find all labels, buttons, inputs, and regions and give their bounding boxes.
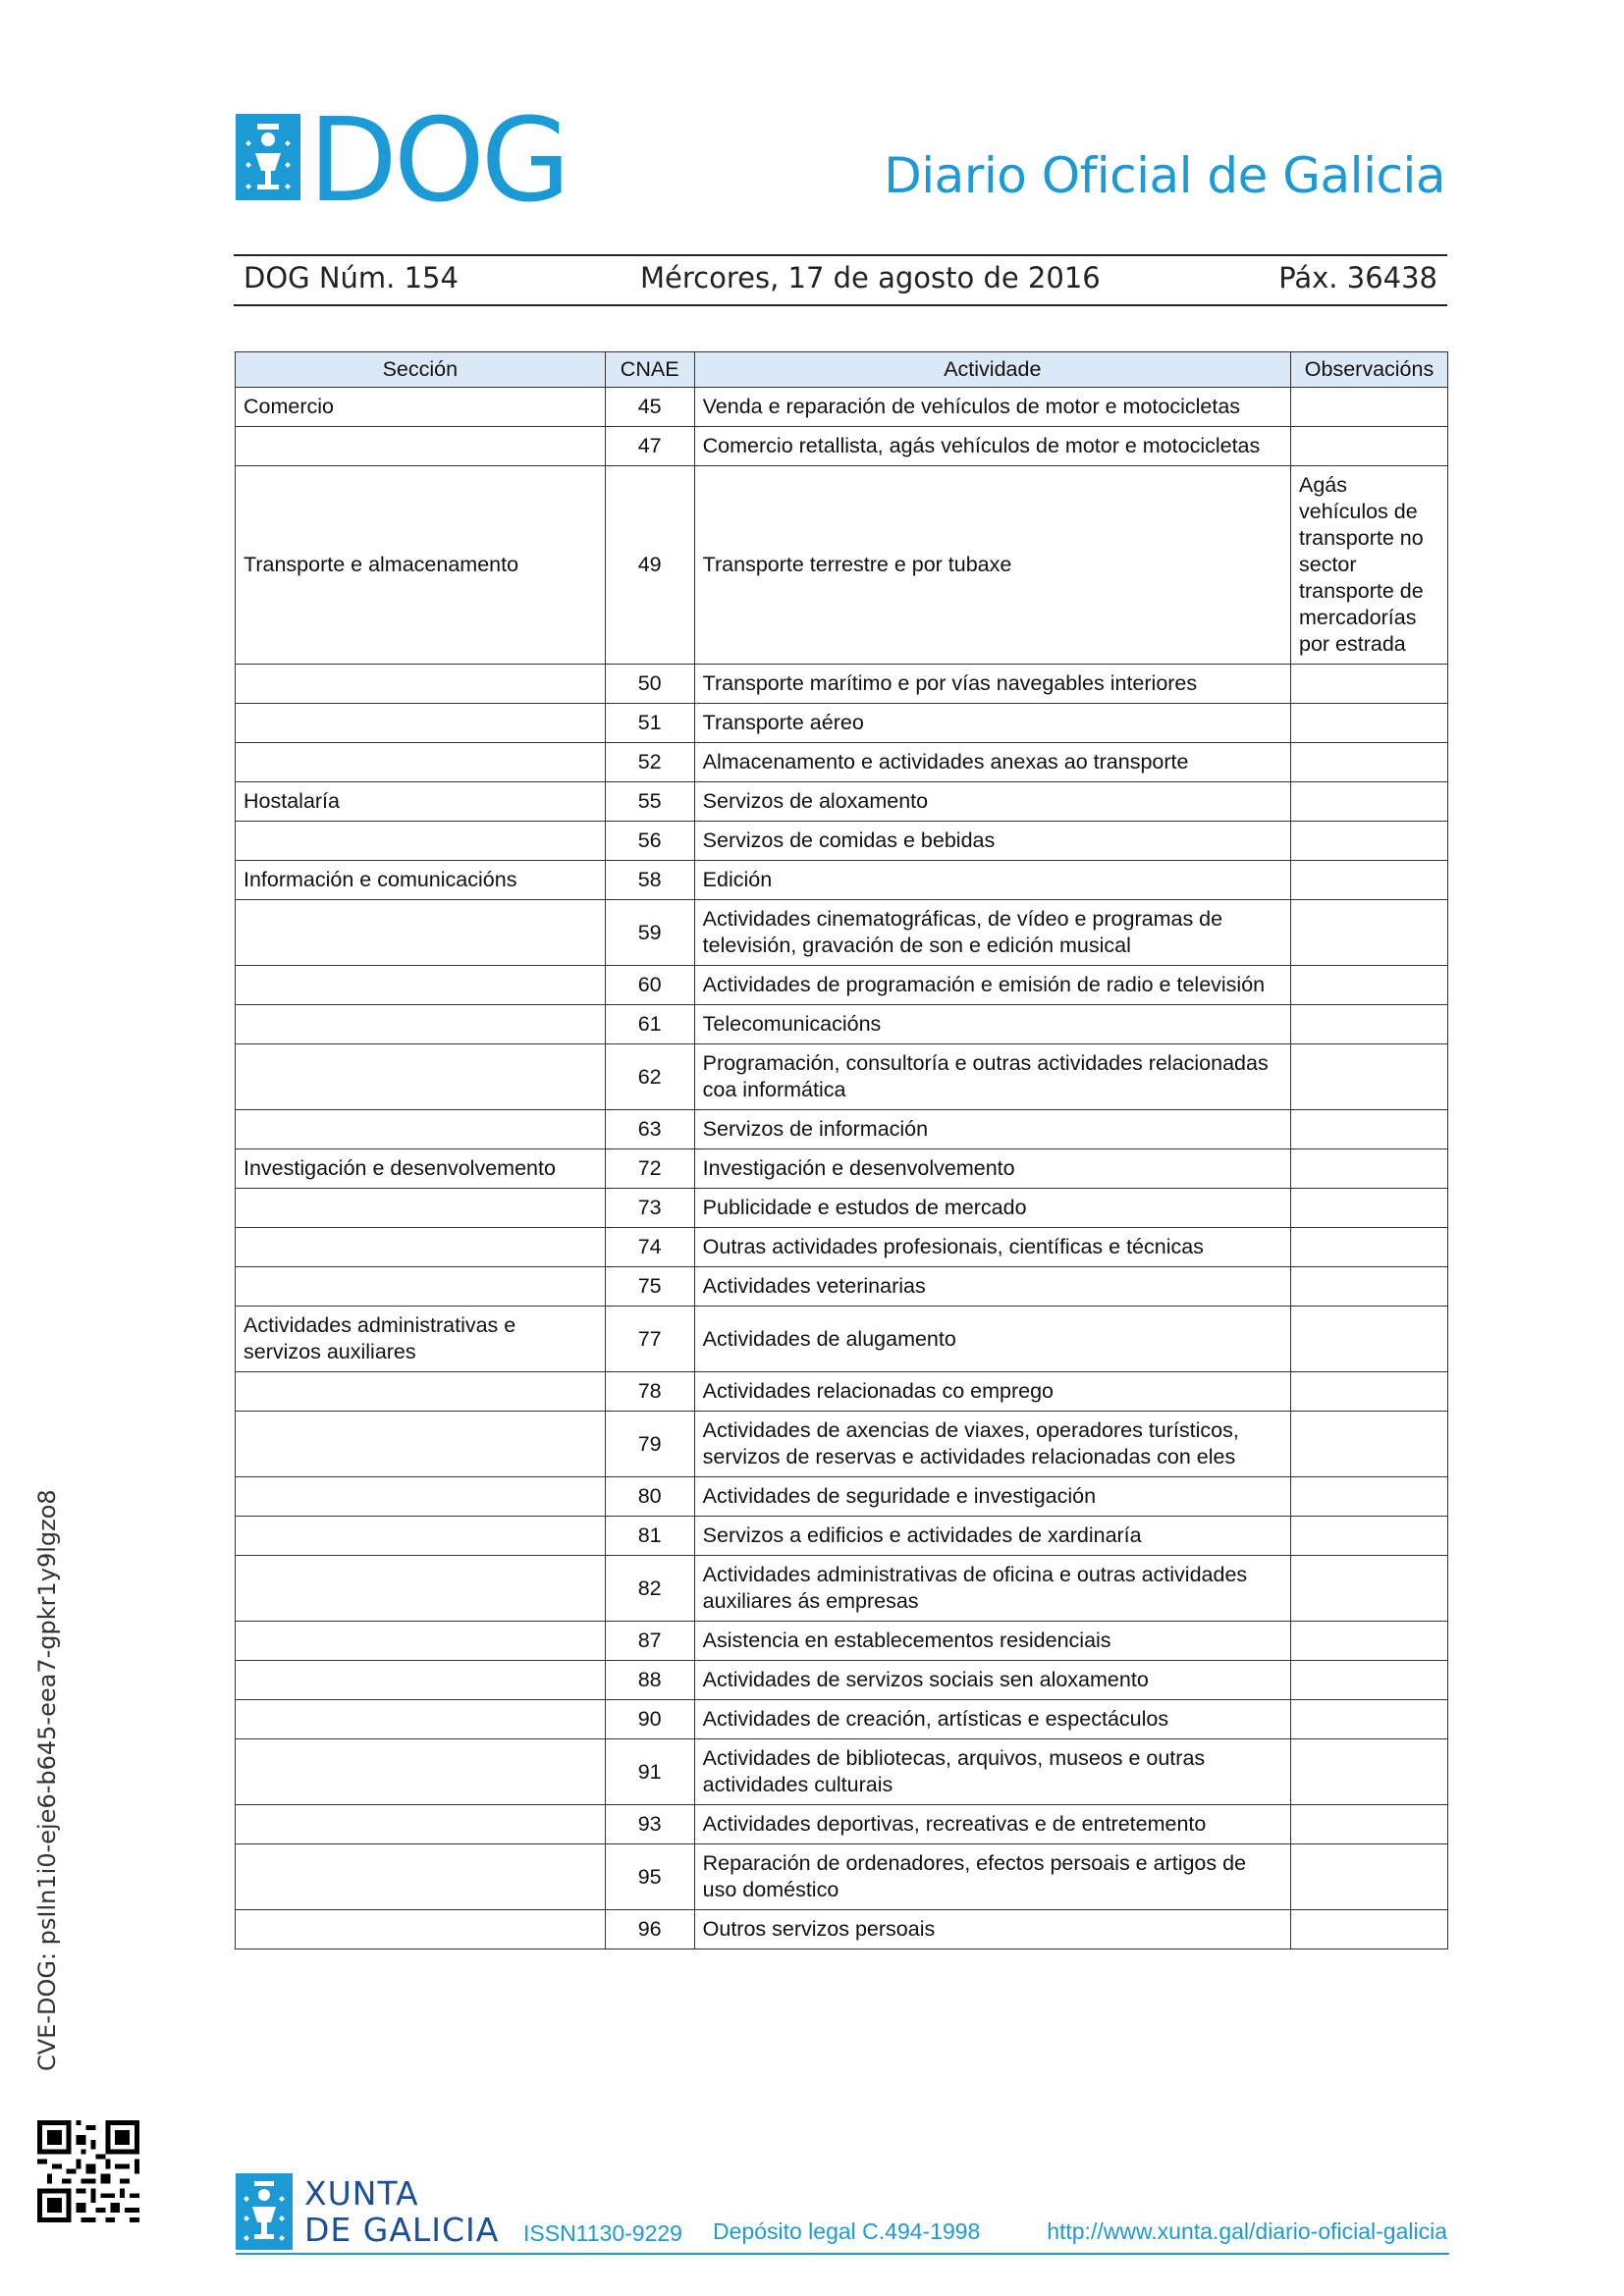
cnae-cell: 95 (605, 1844, 694, 1910)
table-row (236, 1005, 1448, 1044)
actividade-cell: Comercio retallista, agás vehículos de motor e motocicletas (694, 427, 1290, 466)
actividade-cell: Reparación de ordenadores, efectos persoais e artigos de uso doméstico (694, 1844, 1290, 1910)
observacions-cell (1291, 861, 1448, 900)
actividade-cell: Investigación e desenvolvemento (694, 1149, 1290, 1189)
observacions-cell (1291, 966, 1448, 1005)
seccion-cell: Investigación e desenvolvemento (236, 1149, 606, 1189)
seccion-cell (236, 1412, 606, 1477)
seccion-cell (236, 966, 606, 1005)
cnae-cell: 96 (605, 1910, 694, 1949)
observacions-cell (1291, 1556, 1448, 1622)
dog-logo: DOG (308, 92, 568, 228)
seccion-cell (236, 1005, 606, 1044)
table-row (236, 427, 1448, 466)
seccion-cell (236, 1189, 606, 1228)
table-row (236, 1044, 1448, 1110)
cnae-cell: 47 (605, 427, 694, 466)
issue-number: DOG Núm. 154 (244, 261, 459, 294)
table-row (236, 822, 1448, 861)
seccion-cell (236, 1700, 606, 1739)
observacions-cell (1291, 1149, 1448, 1189)
cnae-cell: 72 (605, 1149, 694, 1189)
cnae-cell: 63 (605, 1110, 694, 1149)
table-row (236, 1739, 1448, 1805)
observacions-cell (1291, 1228, 1448, 1267)
actividade-cell: Transporte aéreo (694, 704, 1290, 743)
observacions-cell (1291, 1805, 1448, 1844)
table-row (236, 782, 1448, 822)
seccion-cell (236, 1739, 606, 1805)
actividade-cell: Edición (694, 861, 1290, 900)
cnae-cell: 49 (605, 466, 694, 665)
observacions-cell (1291, 665, 1448, 704)
seccion-cell (236, 427, 606, 466)
cnae-cell: 55 (605, 782, 694, 822)
observacions-cell (1291, 1307, 1448, 1372)
issue-line (244, 261, 1437, 294)
table-row (236, 1622, 1448, 1661)
seccion-cell (236, 1805, 606, 1844)
table-row (236, 1412, 1448, 1477)
xunta-shield-icon (236, 2173, 293, 2250)
actividade-cell: Actividades relacionadas co emprego (694, 1372, 1290, 1412)
table-row (236, 1267, 1448, 1307)
seccion-cell (236, 1477, 606, 1517)
actividade-cell: Actividades de programación e emisión de radio e televisión (694, 966, 1290, 1005)
actividade-cell: Actividades de servizos sociais sen aloxamento (694, 1661, 1290, 1700)
cnae-cell: 50 (605, 665, 694, 704)
table-row (236, 1149, 1448, 1189)
header-rule-bottom (234, 304, 1447, 306)
actividade-cell: Servizos de comidas e bebidas (694, 822, 1290, 861)
observacions-cell (1291, 900, 1448, 966)
seccion-cell (236, 1910, 606, 1949)
observacions-cell (1291, 427, 1448, 466)
table-row (236, 466, 1448, 665)
table-row (236, 388, 1448, 427)
observacions-cell (1291, 1517, 1448, 1556)
cve-code: CVE-DOG: psIln1i0-eje6-b645-eea7-gpkr1y9lgzo8 (33, 1489, 61, 2071)
actividade-cell: Programación, consultoría e outras actividades relacionadas coa informática (694, 1044, 1290, 1110)
seccion-cell (236, 1622, 606, 1661)
observacions-cell (1291, 1739, 1448, 1805)
cnae-cell: 51 (605, 704, 694, 743)
actividade-cell: Transporte marítimo e por vías navegables interiores (694, 665, 1290, 704)
cnae-cell: 73 (605, 1189, 694, 1228)
page-number: Páx. 36438 (1278, 261, 1437, 294)
observacions-cell (1291, 1622, 1448, 1661)
cnae-cell: 78 (605, 1372, 694, 1412)
seccion-cell (236, 743, 606, 782)
table-row (236, 1477, 1448, 1517)
observacions-cell (1291, 1700, 1448, 1739)
actividade-cell: Actividades de creación, artísticas e espectáculos (694, 1700, 1290, 1739)
table-row (236, 1844, 1448, 1910)
cnae-cell: 79 (605, 1412, 694, 1477)
cnae-cell: 93 (605, 1805, 694, 1844)
seccion-cell (236, 1044, 606, 1110)
observacions-cell (1291, 704, 1448, 743)
seccion-cell (236, 704, 606, 743)
actividade-cell: Publicidade e estudos de mercado (694, 1189, 1290, 1228)
journal-url-link[interactable]: http://www.xunta.gal/diario-oficial-galicia (1047, 2218, 1447, 2244)
table-row (236, 1307, 1448, 1372)
issue-date: Mércores, 17 de agosto de 2016 (640, 261, 1101, 294)
table-row (236, 1910, 1448, 1949)
observacions-cell (1291, 743, 1448, 782)
actividade-cell: Outras actividades profesionais, científicas e técnicas (694, 1228, 1290, 1267)
cnae-cell: 56 (605, 822, 694, 861)
cnae-cell: 80 (605, 1477, 694, 1517)
table-row (236, 861, 1448, 900)
legal-deposit: Depósito legal C.494-1998 (713, 2218, 981, 2244)
actividade-cell: Servizos a edificios e actividades de xardinaría (694, 1517, 1290, 1556)
cnae-cell: 59 (605, 900, 694, 966)
table-row (236, 1517, 1448, 1556)
cnae-cell: 60 (605, 966, 694, 1005)
cnae-cell: 90 (605, 1700, 694, 1739)
cnae-cell: 87 (605, 1622, 694, 1661)
observacions-cell (1291, 1189, 1448, 1228)
actividade-cell: Actividades veterinarias (694, 1267, 1290, 1307)
actividade-cell: Actividades administrativas de oficina e outras actividades auxiliares ás empresas (694, 1556, 1290, 1622)
observacions-cell (1291, 1477, 1448, 1517)
footer-rule (236, 2253, 1449, 2255)
seccion-cell: Información e comunicacións (236, 861, 606, 900)
seccion-cell (236, 1844, 606, 1910)
cnae-cell: 45 (605, 388, 694, 427)
observacions-cell: Agás vehículos de transporte no sector transporte de mercadorías por estrada (1291, 466, 1448, 665)
seccion-cell (236, 822, 606, 861)
observacions-cell (1291, 388, 1448, 427)
seccion-cell: Actividades administrativas e servizos auxiliares (236, 1307, 606, 1372)
observacions-cell (1291, 822, 1448, 861)
actividade-cell: Telecomunicacións (694, 1005, 1290, 1044)
seccion-cell (236, 1267, 606, 1307)
cnae-cell: 75 (605, 1267, 694, 1307)
seccion-cell: Hostalaría (236, 782, 606, 822)
table-row (236, 1556, 1448, 1622)
table-row (236, 900, 1448, 966)
cnae-cell: 88 (605, 1661, 694, 1700)
seccion-cell (236, 665, 606, 704)
observacions-cell (1291, 1372, 1448, 1412)
actividade-cell: Actividades deportivas, recreativas e de entretemento (694, 1805, 1290, 1844)
cnae-cell: 81 (605, 1517, 694, 1556)
table-row (236, 1805, 1448, 1844)
cnae-cell: 61 (605, 1005, 694, 1044)
observacions-cell (1291, 1005, 1448, 1044)
cnae-cell: 52 (605, 743, 694, 782)
observacions-cell (1291, 1412, 1448, 1477)
table-row (236, 1700, 1448, 1739)
cnae-cell: 62 (605, 1044, 694, 1110)
seccion-cell: Transporte e almacenamento (236, 466, 606, 665)
cnae-cell: 91 (605, 1739, 694, 1805)
table-body (236, 388, 1448, 1949)
col-header-observacions: Observacións (1291, 352, 1448, 388)
cnae-cell: 74 (605, 1228, 694, 1267)
table-row (236, 966, 1448, 1005)
actividade-cell: Servizos de aloxamento (694, 782, 1290, 822)
seccion-cell: Comercio (236, 388, 606, 427)
observacions-cell (1291, 1910, 1448, 1949)
observacions-cell (1291, 1844, 1448, 1910)
actividade-cell: Servizos de información (694, 1110, 1290, 1149)
actividade-cell: Outros servizos persoais (694, 1910, 1290, 1949)
seccion-cell (236, 1372, 606, 1412)
col-header-seccion: Sección (236, 352, 606, 388)
table-row (236, 743, 1448, 782)
observacions-cell (1291, 1661, 1448, 1700)
observacions-cell (1291, 1110, 1448, 1149)
table-row (236, 1189, 1448, 1228)
actividade-cell: Actividades de bibliotecas, arquivos, museos e outras actividades culturais (694, 1739, 1290, 1805)
observacions-cell (1291, 1267, 1448, 1307)
table-row (236, 1372, 1448, 1412)
actividade-cell: Actividades de axencias de viaxes, operadores turísticos, servizos de reservas e actividades relacionadas con eles (694, 1412, 1290, 1477)
cnae-cell: 82 (605, 1556, 694, 1622)
table-row (236, 1228, 1448, 1267)
table-row (236, 665, 1448, 704)
table-row (236, 1661, 1448, 1700)
col-header-actividade: Actividade (694, 352, 1290, 388)
actividade-cell: Venda e reparación de vehículos de motor e motocicletas (694, 388, 1290, 427)
table-row (236, 704, 1448, 743)
cnae-cell: 58 (605, 861, 694, 900)
xunta-wordmark-line1: XUNTA (304, 2174, 419, 2213)
actividade-cell: Actividades de seguridade e investigación (694, 1477, 1290, 1517)
seccion-cell (236, 900, 606, 966)
seccion-cell (236, 1517, 606, 1556)
actividade-cell: Almacenamento e actividades anexas ao transporte (694, 743, 1290, 782)
galicia-shield-icon (236, 114, 300, 200)
table-row (236, 1110, 1448, 1149)
cnae-cell: 77 (605, 1307, 694, 1372)
journal-title: Diario Oficial de Galicia (884, 147, 1445, 204)
table-header-row (236, 352, 1448, 388)
cnae-table (235, 351, 1448, 1949)
actividade-cell: Actividades de alugamento (694, 1307, 1290, 1372)
actividade-cell: Asistencia en establecementos residenciais (694, 1622, 1290, 1661)
xunta-wordmark-line2: DE GALICIA (304, 2211, 500, 2249)
observacions-cell (1291, 782, 1448, 822)
actividade-cell: Actividades cinematográficas, de vídeo e programas de televisión, gravación de son e edición musical (694, 900, 1290, 966)
actividade-cell: Transporte terrestre e por tubaxe (694, 466, 1290, 665)
header-rule-top (234, 254, 1447, 256)
seccion-cell (236, 1110, 606, 1149)
seccion-cell (236, 1556, 606, 1622)
seccion-cell (236, 1661, 606, 1700)
observacions-cell (1291, 1044, 1448, 1110)
seccion-cell (236, 1228, 606, 1267)
issn: ISSN1130-9229 (523, 2220, 682, 2246)
col-header-cnae: CNAE (605, 352, 694, 388)
qr-code-icon (37, 2120, 139, 2222)
